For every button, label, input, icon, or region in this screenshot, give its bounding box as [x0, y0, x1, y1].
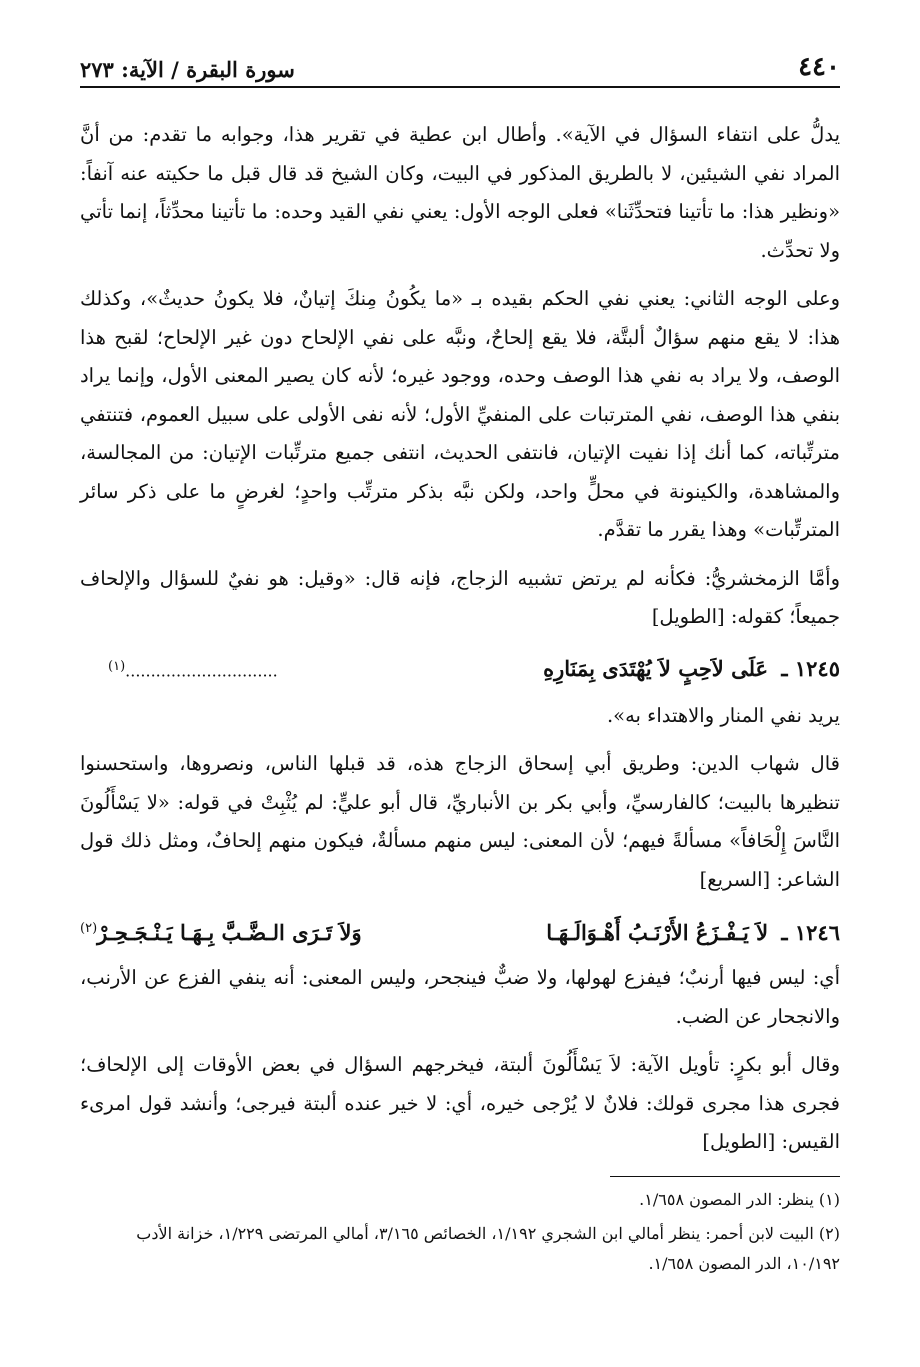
paragraph: يريد نفي المنار والاهتداء به». [606, 703, 840, 727]
paragraph: قال شهاب الدين: وطريق أبي إسحاق الزجاج هذه، قد قبلها الناس، ونصروها، واستحسنوا تنظيرها بالبيت؛ كالفارسيِّ، وأبي بكر بن الأنباريِّ، قال أبو عليٍّ: لم يُثْبِتْ في قوله: «لا يَسْأَلُونَ النَّاسَ إِلْحَافاً» مسألةً فيهم؛ لأن المعنى: ليس منهم مسألةٌ، فيكون منهم إلحافٌ، ومثل ذلك قول الشاعر: [السريع] [80, 752, 840, 891]
footnote-ref-1: (١) [108, 658, 126, 674]
verse-line [543, 649, 840, 689]
main-text [80, 116, 840, 1162]
page-header [80, 36, 840, 88]
paragraph: وعلى الوجه الثاني: يعني نفي الحكم بقيده بـ «ما يكُونُ مِنكَ إتيانٌ، فلا يكونُ حديثٌ»، وكذلك هذا: لا يقع منهم سؤالٌ ألبتَّة، فلا يقع إلحاحٌ، ونبَّه على نفي الإلحاح دون غير الإلحاح؛ لقبح هذا الوصف، ولا يراد به نفي هذا الوصف وحده، ووجود غيره؛ لأنه كان يصير المعنى الأول، وإنما يراد بنفي هذا الوصف، نفي المترتبات على المنفيِّ الأول؛ لأنه نفى الأولى على سبيل العموم، فتنتفي مترتِّباته، كما أنك إذا نفيت الإتيان، فانتفى الحديث، انتفى جميع مترتِّبات الإتيان: من المجالسة، والمشاهدة، والكينونة في محلٍّ واحد، ولكن نبَّه بذكر مترتِّب واحدٍ؛ لغرضٍ ما على ذكر سائر المترتِّبات» وهذا يقرر ما تقدَّم. [80, 287, 840, 541]
verse-number: ١٢٤٥ ـ [781, 655, 840, 681]
verse-hemistich-2 [80, 909, 362, 953]
paragraph: يدلُّ على انتفاء السؤال في الآية». وأطال ابن عطية في تقرير هذا، وجوابه ما تقدم: من أنَّ المراد نفي الشيئين، لا بالطريق المذكور في البيت، وكان الشيخ قد قال قبل ما حكيته عنه آنفاً: «ونظير هذا: ما تأتينا فتحدِّثَنا» فعلى الوجه الأول: يعني نفي القيد وحده: ما تأتينا محدِّثاً، إنما تأتي ولا تحدِّث. [80, 123, 840, 262]
footnote-divider [610, 1176, 840, 1177]
verse-text: لاَ يَـفْـزَعُ الأَرْنَـبُ أَهْـوَالَـهَـا [546, 920, 769, 946]
footnote-ref-2: (٢) [80, 921, 98, 937]
paragraph: أي: ليس فيها أرنبٌ؛ فيفزع لهولها، ولا ضبٌّ فينجحر، وليس المعنى: أنه ينفي الفزع عن الأرنب، والانجحار عن الضب. [80, 966, 840, 1028]
page-number: ٤٤٠ [798, 52, 840, 82]
verse-dots: ..............................$^{(١)}$ [108, 658, 278, 680]
verse-text: وَلاَ تَـرَى الـضَّـبَّ بِـهَـا يَـنْـجَـحِـرْ [97, 920, 362, 946]
verse-1245 [80, 647, 840, 691]
footnotes [80, 1185, 840, 1279]
verse-text: عَلَى لاَحِبٍ لاَ يُهْتَدَى بِمَنَارِهِ [543, 655, 769, 681]
running-title: سورة البقرة / الآية: ٢٧٣ [80, 57, 295, 82]
paragraph: وأمَّا الزمخشريُّ: فكأنه لم يرتض تشبيه الزجاج، فإنه قال: «وقيل: هو نفيٌ للسؤال والإلحاف جميعاً؛ كقوله: [الطويل] [80, 566, 840, 628]
verse-hemistich-1 [546, 913, 840, 953]
verse-number: ١٢٤٦ ـ [781, 920, 840, 946]
verse-1246 [80, 909, 840, 953]
footnote: (١) ينظر: الدر المصون ١/٦٥٨. [639, 1189, 840, 1209]
footnote: (٢) البيت لابن أحمر: ينظر أمالي ابن الشجري ١/١٩٢، الخصائص ٣/١٦٥، أمالي المرتضى ١/٢٢٩، خزانة الأدب ١٠/١٩٢، الدر المصون ١/٦٥٨. [136, 1223, 840, 1273]
paragraph: وقال أبو بكرٍ: تأويل الآية: لاَ يَسْأَلُونَ ألبتة، فيخرجهم السؤال في بعض الأوقات إلى الإلحاف؛ فجرى هذا مجرى قولك: فلانٌ لا يُرْجى خيره، أي: لا خير عنده ألبتة فيرجى؛ وأنشد قول امرىء القيس: [الطويل] [80, 1053, 840, 1154]
